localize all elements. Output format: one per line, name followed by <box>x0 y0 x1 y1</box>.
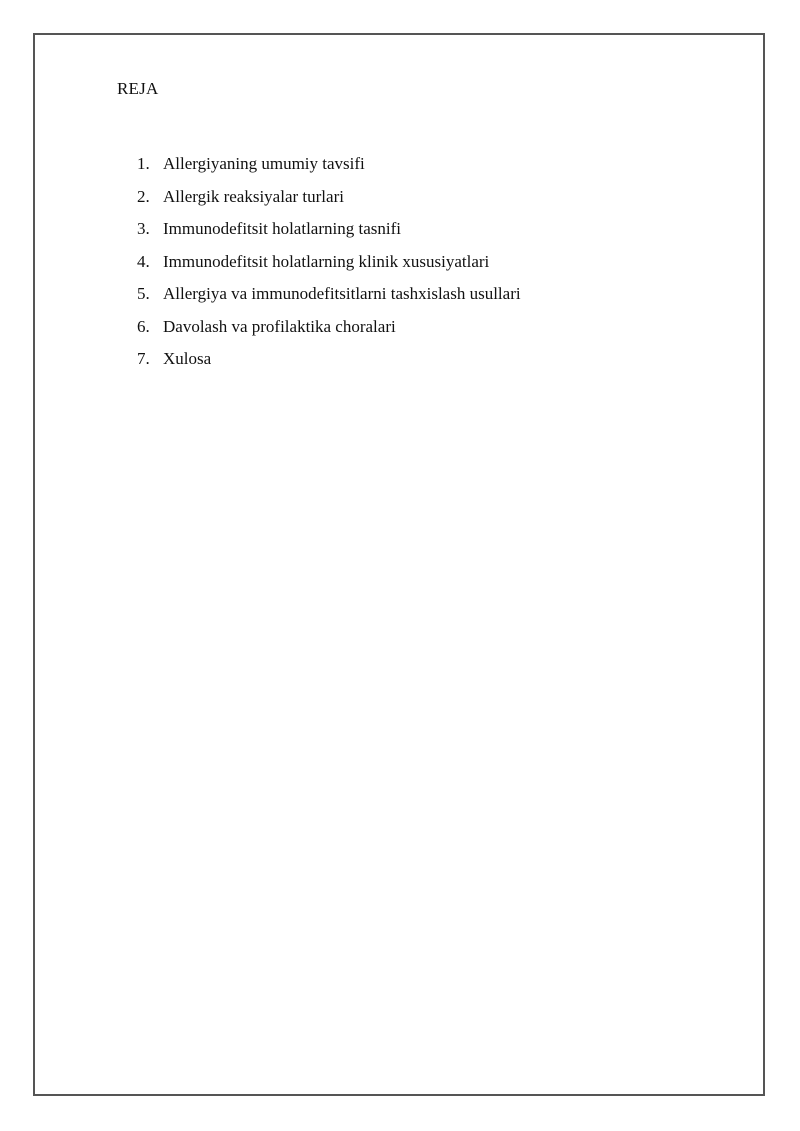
plan-item-text: Allergiyaning umumiy tavsifi <box>163 154 365 173</box>
plan-item-text: Xulosa <box>163 349 212 368</box>
page-frame <box>33 33 765 1096</box>
plan-item-text: Immunodefitsit holatlarning klinik xususiyatlari <box>163 251 490 271</box>
plan-item-number: 1. <box>137 154 150 173</box>
plan-item-1 <box>137 153 521 186</box>
plan-item-text: Immunodefitsit holatlarning tasnifi <box>163 219 401 238</box>
plan-item-3 <box>137 218 521 251</box>
plan-item-number: 3. <box>137 219 150 238</box>
plan-item-text: Davolash va profilaktika choralari <box>163 316 396 336</box>
plan-item-text: Allergik reaksiyalar turlari <box>163 186 344 206</box>
plan-item-number: 2. <box>137 186 150 206</box>
plan-item-number: 5. <box>137 284 150 303</box>
plan-item-6 <box>137 316 521 349</box>
plan-item-4 <box>137 251 521 284</box>
plan-item-text: Allergiya va immunodefitsitlarni tashxislash usullari <box>163 284 521 303</box>
plan-item-number: 4. <box>137 251 150 271</box>
plan-item-2 <box>137 186 521 219</box>
plan-item-number: 7. <box>137 349 150 368</box>
plan-item-7 <box>137 348 521 381</box>
plan-list <box>137 153 521 381</box>
page-title: REJA <box>117 79 159 98</box>
plan-item-number: 6. <box>137 316 150 336</box>
plan-item-5 <box>137 283 521 316</box>
